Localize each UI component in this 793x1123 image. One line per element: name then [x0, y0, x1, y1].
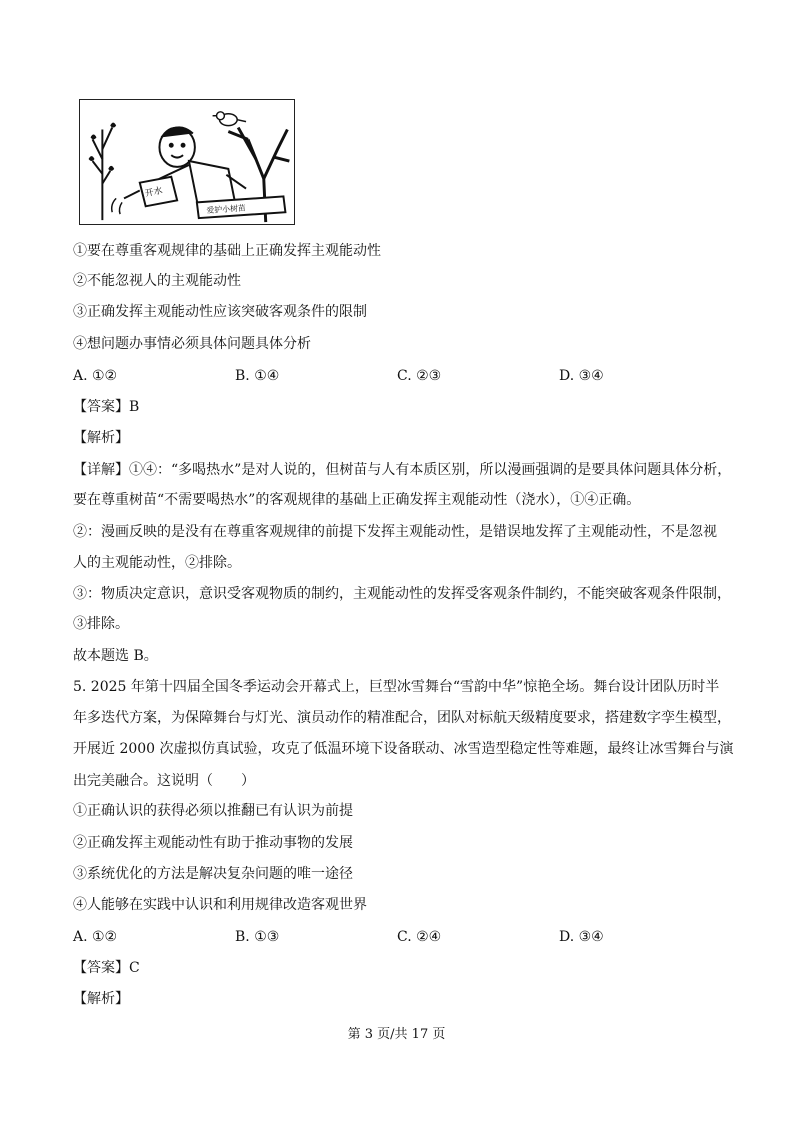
q4-statement-3: ③正确发挥主观能动性应该突破客观条件的限制 [73, 304, 367, 320]
q5-options [73, 927, 693, 947]
q4-detail-line-2: 要在尊重树苗“不需要喝热水”的客观规律的基础上正确发挥主观能动性（浇水），①④正确。 [73, 492, 641, 508]
q4-detail-line-5: ③：物质决定意识，意识受客观物质的制约，主观能动性的发挥受客观条件制约，不能突破客观条件限制， [73, 586, 731, 602]
q4-option-b: B. ①④ [235, 368, 280, 384]
q5-statement-1: ①正确认识的获得必须以推翻已有认识为前提 [73, 803, 353, 819]
q4-detail-line-6: ③排除。 [73, 616, 129, 632]
q5-option-b: B. ①③ [235, 929, 280, 945]
q4-option-c: C. ②③ [397, 368, 442, 384]
q4-options [73, 366, 693, 386]
cartoon-illustration [79, 99, 295, 225]
q5-stem-line-4: 出完美融合。这说明（ ） [73, 773, 255, 789]
q4-statement-2: ②不能忽视人的主观能动性 [73, 273, 241, 289]
page-footer: 第 3 页/共 17 页 [347, 1027, 446, 1042]
q4-option-a: A. ①② [73, 368, 118, 384]
q4-analysis-heading: 【解析】 [73, 430, 129, 446]
q4-detail-line-1: 【详解】①④：“多喝热水”是对人说的，但树苗与人有本质区别，所以漫画强调的是要具体问题具体分析， [73, 462, 732, 478]
q4-detail-line-3: ②：漫画反映的是没有在尊重客观规律的前提下发挥主观能动性，是错误地发挥了主观能动性，不是忽视 [73, 524, 717, 540]
cartoon-drawing [80, 100, 294, 224]
q5-statement-4: ④人能够在实践中认识和利用规律改造客观世界 [73, 897, 367, 913]
q5-option-c: C. ②④ [397, 929, 442, 945]
q5-stem-line-3: 开展近 2000 次虚拟仿真试验，攻克了低温环境下设备联动、冰雪造型稳定性等难题，最终让冰雪舞台与演 [73, 741, 734, 757]
q5-answer: 【答案】C [73, 960, 140, 976]
q4-detail-line-4: 人的主观能动性，②排除。 [73, 555, 241, 571]
kettle-label: 开水 [144, 185, 164, 200]
q4-statement-1: ①要在尊重客观规律的基础上正确发挥主观能动性 [73, 243, 381, 259]
q4-statement-4: ④想问题办事情必须具体问题具体分析 [73, 336, 311, 352]
q5-statement-3: ③系统优化的方法是解决复杂问题的唯一途径 [73, 866, 353, 882]
q5-statement-2: ②正确发挥主观能动性有助于推动事物的发展 [73, 835, 353, 851]
q5-stem-line-1: 5. 2025 年第十四届全国冬季运动会开幕式上，巨型冰雪舞台“雪韵中华”惊艳全场。舞台设计团队历时半 [73, 679, 720, 695]
q4-answer: 【答案】B [73, 399, 140, 415]
q4-option-d: D. ③④ [559, 368, 604, 384]
q4-detail-line-7: 故本题选 B。 [73, 648, 158, 664]
sign-label: 爱护小树苗 [206, 203, 247, 216]
q5-option-a: A. ①② [73, 929, 118, 945]
q5-option-d: D. ③④ [559, 929, 604, 945]
q5-stem-line-2: 年多迭代方案，为保障舞台与灯光、演员动作的精准配合，团队对标航天级精度要求，搭建数字孪生模型， [73, 710, 731, 726]
q5-analysis-heading: 【解析】 [73, 991, 129, 1007]
